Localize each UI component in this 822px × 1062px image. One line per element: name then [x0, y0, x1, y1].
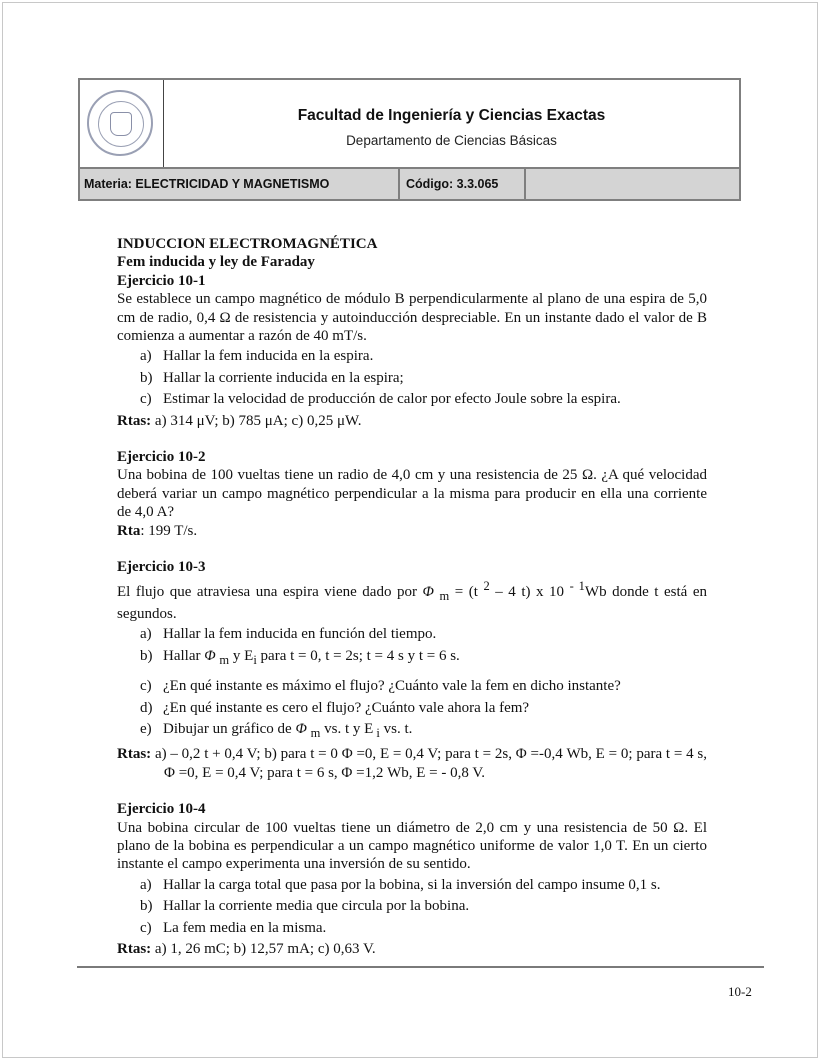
- list-item: [140, 876, 707, 894]
- subject-cell: Materia: ELECTRICIDAD Y MAGNETISMO: [80, 169, 400, 199]
- exercise-10-3: [117, 558, 707, 782]
- item-label: b): [140, 369, 153, 386]
- answer-label: Rtas:: [117, 746, 152, 763]
- text-run: y E: [229, 647, 254, 664]
- item-text: ¿En qué instante es cero el flujo? ¿Cuánto vale ahora la fem?: [163, 699, 530, 716]
- answer: [117, 745, 707, 782]
- answer: [117, 940, 707, 958]
- section-title: INDUCCION ELECTROMAGNÉTICA: [117, 236, 378, 252]
- text-run: – 4 t) x 10: [489, 583, 570, 600]
- spacer: [117, 782, 707, 800]
- item-text: Hallar la fem inducida en la espira.: [163, 348, 374, 365]
- exercise-items: [117, 876, 707, 937]
- list-item: [140, 647, 707, 669]
- item-label: d): [140, 699, 153, 716]
- item-label: b): [140, 898, 153, 915]
- subscript: m: [219, 652, 230, 667]
- list-item: [140, 699, 707, 717]
- exercise-title: Ejercicio 10-3: [117, 559, 206, 576]
- item-label: c): [140, 391, 152, 408]
- list-item: [140, 720, 707, 742]
- text-run: Dibujar un gráfico de: [163, 720, 296, 737]
- section-subtitle: Fem inducida y ley de Faraday: [117, 254, 315, 271]
- list-item: [140, 677, 707, 695]
- answer: [117, 522, 707, 540]
- text-run: Hallar: [163, 647, 205, 664]
- code-cell: Código: 3.3.065: [400, 169, 526, 199]
- item-text: ¿En qué instante es máximo el flujo? ¿Cuánto vale la fem en dicho instante?: [163, 678, 621, 695]
- document-header: [78, 78, 741, 201]
- footer-divider: [77, 966, 764, 968]
- exercise-statement: Una bobina circular de 100 vueltas tiene un diámetro de 2,0 cm y una resistencia de 50 Ω. El plano de la bobina es perpendicular a un campo magnético uniforme de valor 1,0 T. En un cierto instante el campo experimenta una inversión de su sentido.: [117, 819, 707, 873]
- item-text: Hallar la corriente media que circula por la bobina.: [163, 898, 470, 915]
- answer-label: Rtas:: [117, 941, 152, 957]
- list-item: [140, 347, 707, 365]
- answer-text: a) – 0,2 t + 0,4 V; b) para t = 0 Φ =0, E = 0,4 V; para t = 2s, Φ =-0,4 Wb, E = 0; para t = 4 s, Φ =0, E = 0,4 V; para t = 6 s, Φ =1,2 Wb, E = - 0,8 V.: [151, 746, 707, 781]
- answer-text: a) 314 μV; b) 785 μA; c) 0,25 μW.: [151, 412, 362, 429]
- spacer: [117, 430, 707, 448]
- exercise-items: [117, 625, 707, 742]
- subscript: m: [310, 725, 321, 740]
- item-label: a): [140, 626, 152, 643]
- answer: [117, 412, 707, 430]
- text-run: El flujo que atraviesa una espira viene dado por: [117, 583, 423, 600]
- answer-text: : 199 T/s.: [140, 522, 198, 539]
- answer-label: Rtas:: [117, 412, 152, 429]
- item-label: a): [140, 348, 152, 365]
- exercise-items: [117, 347, 707, 408]
- item-label: c): [140, 919, 152, 936]
- department-subtitle: Departamento de Ciencias Básicas: [346, 133, 557, 148]
- text-run: Wb donde t está en segundos.: [117, 583, 708, 622]
- exercise-title: Ejercicio 10-4: [117, 801, 206, 818]
- list-item: [140, 897, 707, 915]
- header-top-row: [80, 80, 739, 169]
- exercise-10-1: [117, 272, 707, 430]
- document-body: [117, 235, 707, 958]
- text-run: para t = 0, t = 2s; t = 4 s y t = 6 s.: [256, 647, 460, 664]
- list-item: [140, 625, 707, 643]
- university-seal-icon: [87, 90, 153, 156]
- exercise-statement: Una bobina de 100 vueltas tiene un radio de 4,0 cm y una resistencia de 25 Ω. ¿A qué velocidad deberá variar un campo magnético perpendicular a la misma para producir en ella una corriente de 4,0 A?: [117, 467, 707, 521]
- exercise-title: Ejercicio 10-1: [117, 272, 206, 289]
- answer-text: a) 1, 26 mC; b) 12,57 mA; c) 0,63 V.: [151, 941, 376, 957]
- item-label: c): [140, 678, 152, 695]
- item-text: Estimar la velocidad de producción de calor por efecto Joule sobre la espira.: [163, 391, 621, 408]
- phi-symbol: Φ: [422, 583, 434, 600]
- answer-label: Rta: [117, 522, 141, 539]
- list-item: [140, 390, 707, 408]
- text-run: = (t: [449, 583, 484, 600]
- text-run: vs. t.: [379, 720, 413, 737]
- exercise-statement: [117, 577, 707, 624]
- text-run: vs. t y E: [320, 720, 374, 737]
- phi-symbol: Φ: [204, 647, 216, 664]
- exercise-10-2: [117, 448, 707, 540]
- faculty-title: Facultad de Ingeniería y Ciencias Exactas: [297, 107, 606, 124]
- subscript: i: [373, 725, 380, 740]
- item-label: a): [140, 876, 152, 893]
- superscript: 2: [483, 578, 490, 593]
- item-label: e): [140, 720, 152, 737]
- logo-cell: [80, 80, 164, 167]
- list-item: [140, 919, 707, 937]
- item-text: La fem media en la misma.: [163, 919, 327, 936]
- item-text: Hallar la corriente inducida en la espira;: [163, 369, 404, 386]
- item-text: Hallar la carga total que pasa por la bobina, si la inversión del campo insume 0,1 s.: [163, 876, 661, 893]
- item-text: Hallar la fem inducida en función del tiempo.: [163, 626, 437, 643]
- phi-symbol: Φ: [295, 720, 307, 737]
- header-info-row: [80, 169, 739, 199]
- title-cell: [164, 80, 739, 167]
- superscript: - 1: [569, 578, 585, 593]
- subscript: i: [253, 652, 257, 667]
- page-number: 10-2: [728, 984, 752, 999]
- exercise-statement: Se establece un campo magnético de módulo B perpendicularmente al plano de una espira de 5,0 cm de radio, 0,4 Ω de resistencia y autoinducción despreciable. En un instante dado el valor de B comienza a aumentar a razón de 40 mT/s.: [117, 291, 707, 345]
- list-item: [140, 369, 707, 387]
- exercise-10-4: [117, 800, 707, 958]
- subscript: m: [439, 588, 450, 603]
- spacer: [117, 540, 707, 558]
- item-label: b): [140, 647, 153, 664]
- empty-cell: [526, 169, 739, 199]
- exercise-title: Ejercicio 10-2: [117, 449, 206, 466]
